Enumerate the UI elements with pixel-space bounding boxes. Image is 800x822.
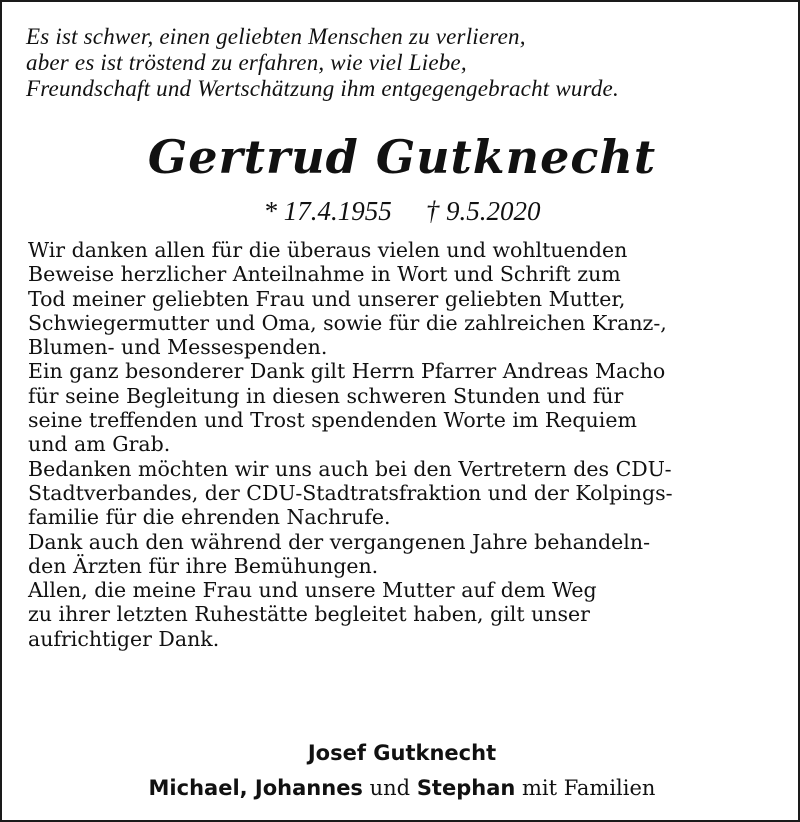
signature-and: und <box>369 776 411 800</box>
message-line: seine treffenden und Trost spendenden Worte im Requiem <box>28 408 637 433</box>
signature-family <box>2 775 800 801</box>
message-line: Beweise herzlicher Anteilnahme in Wort und Schrift zum <box>28 262 621 287</box>
message-line: zu ihrer letzten Ruhestätte begleitet haben, gilt unser <box>28 602 590 627</box>
message-line: aufrichtiger Dank. <box>28 626 220 651</box>
life-dates <box>2 196 800 226</box>
signature-suffix: mit Familien <box>522 776 656 800</box>
message-line: Blumen- und Messespenden. <box>28 335 328 360</box>
motto-line: aber es ist tröstend zu erfahren, wie viel Liebe, <box>26 50 467 75</box>
message-line: Tod meiner geliebten Frau und unserer geliebten Mutter, <box>28 286 626 311</box>
thank-you-message <box>28 238 673 651</box>
signature-primary: Josef Gutknecht <box>307 741 497 765</box>
message-line: Dank auch den während der vergangenen Jahre behandeln- <box>28 529 650 554</box>
message-line: Bedanken möchten wir uns auch bei den Vertretern des CDU- <box>28 456 672 481</box>
message-line: Ein ganz besonderer Dank gilt Herrn Pfarrer Andreas Macho <box>28 359 666 384</box>
deceased-name: Gertrud Gutknecht <box>147 130 657 184</box>
message-line: Stadtverbandes, der CDU-Stadtratsfraktion und der Kolpings- <box>28 480 673 505</box>
motto-quote <box>26 24 619 102</box>
message-line: Wir danken allen für die überaus vielen und wohltuenden <box>28 238 628 262</box>
message-line: familie für die ehrenden Nachrufe. <box>28 505 391 530</box>
motto-line: Es ist schwer, einen geliebten Menschen zu verlieren, <box>26 24 526 49</box>
message-line: Schwiegermutter und Oma, sowie für die zahlreichen Kranz-, <box>28 310 667 335</box>
birth-date: * 17.4.1955 <box>263 196 392 226</box>
message-line: und am Grab. <box>28 432 171 457</box>
message-line: Allen, die meine Frau und unsere Mutter auf dem Weg <box>28 578 597 603</box>
death-date: † 9.5.2020 <box>425 196 541 226</box>
motto-line: Freundschaft und Wertschätzung ihm entgegengebracht wurde. <box>26 76 619 101</box>
message-line: den Ärzten für ihre Bemühungen. <box>28 553 379 578</box>
signature-names: Michael, Johannes <box>148 776 363 800</box>
message-line: für seine Begleitung in diesen schweren Stunden und für <box>28 383 624 408</box>
signature-last-name: Stephan <box>416 776 516 800</box>
